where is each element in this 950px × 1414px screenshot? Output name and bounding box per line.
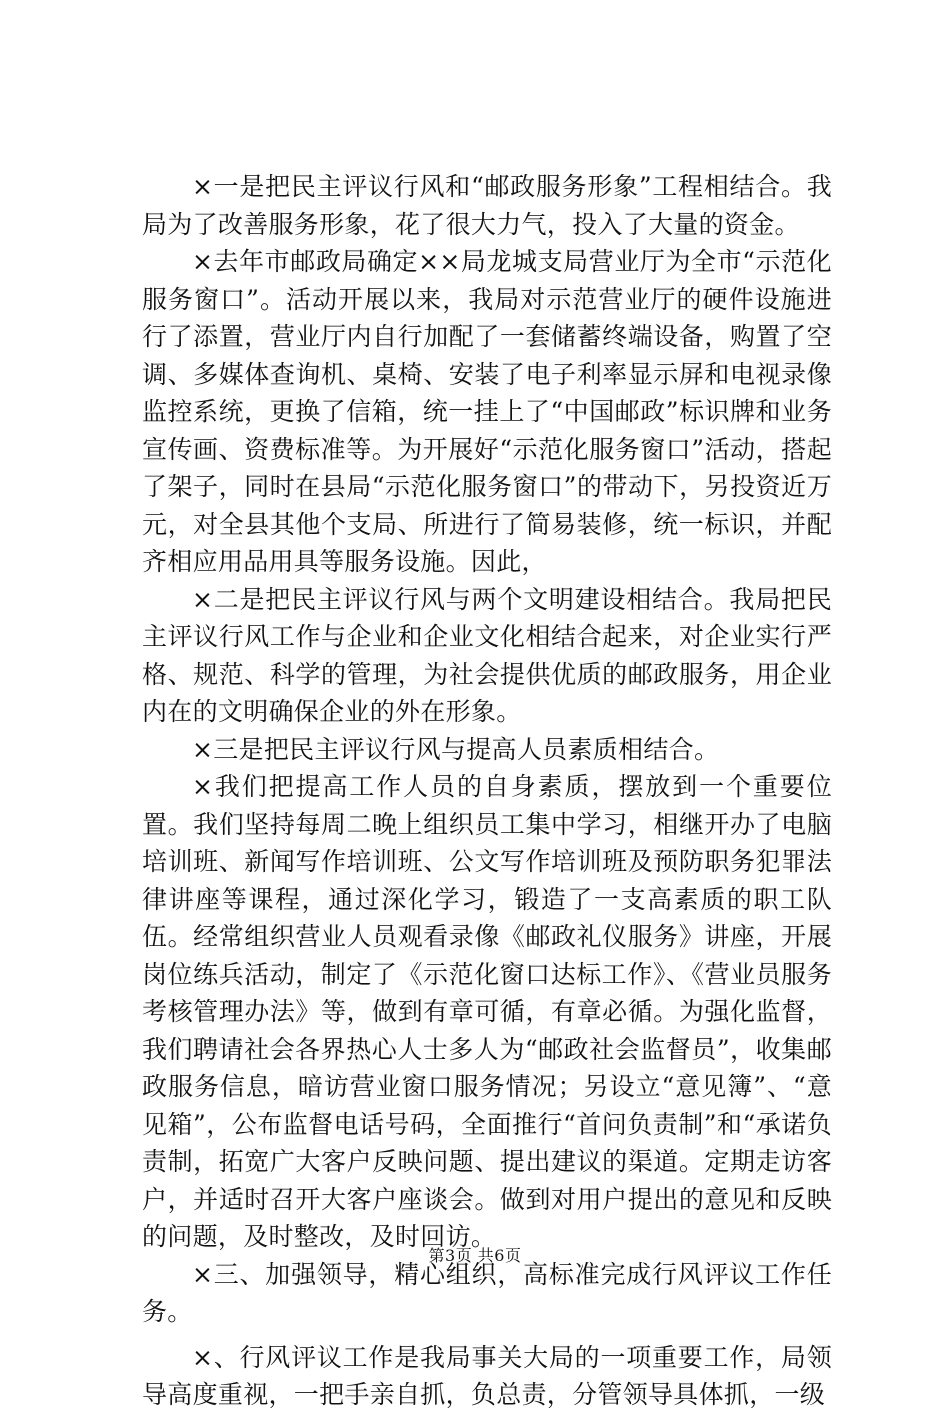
paragraph-1: ×一是把民主评议行风和“邮政服务形象”工程相结合。我局为了改善服务形象，花了很大力气，投入了大量的资金。	[142, 172, 832, 239]
paragraph-3: ×二是把民主评议行风与两个文明建设相结合。我局把民主评议行风工作与企业和企业文化相结合起来，对企业实行严格、规范、科学的管理，为社会提供优质的邮政服务，用企业内在的文明确保企业的外在形象。	[142, 584, 832, 726]
paragraph-6: ×三、加强领导，精心组织，高标准完成行风评议工作任务。	[142, 1259, 832, 1326]
paragraph-2: ×去年市邮政局确定××局龙城支局营业厅为全市“示范化服务窗口”。活动开展以来，我局对示范营业厅的硬件设施进行了添置，营业厅内自行加配了一套储蓄终端设备，购置了空调、多媒体查询机、桌椅、安装了电子利率显示屏和电视录像监控系统，更换了信箱，统一挂上了“中国邮政”标识牌和业务宣传画、资费标准等。为开展好“示范化服务窗口”活动，搭起了架子，同时在县局“示范化服务窗口”的带动下，另投资近万元，对全县其他个支局、所进行了简易装修，统一标识，并配齐相应用品用具等服务设施。因此，	[142, 247, 832, 576]
paragraph-5: ×我们把提高工作人员的自身素质，摆放到一个重要位置。我们坚持每周二晚上组织员工集中学习，相继开办了电脑培训班、新闻写作培训班、公文写作培训班及预防职务犯罪法律讲座等课程，通过深化学习，锻造了一支高素质的职工队伍。经常组织营业人员观看录像《邮政礼仪服务》讲座，开展岗位练兵活动，制定了《示范化窗口达标工作》、《营业员服务考核管理办法》等，做到有章可循，有章必循。为强化监督，我们聘请社会各界热心人士多人为“邮政社会监督员”，收集邮政服务信息，暗访营业窗口服务情况；另设立“意见簿”、“意见箱”，公布监督电话号码，全面推行“首问负责制”和“承诺负责制，拓宽广大客户反映问题、提出建议的渠道。定期走访客户，并适时召开大客户座谈会。做到对用户提出的意见和反映的问题，及时整改，及时回访。	[142, 772, 832, 1251]
paragraph-7: ×、行风评议工作是我局事关大局的一项重要工作，局领导高度重视，一把手亲自抓，负总责，分管领导具体抓，一级	[142, 1342, 832, 1409]
page-footer: 第3页 共6页	[428, 1246, 522, 1265]
paragraph-4: ×三是把民主评议行风与提高人员素质相结合。	[192, 734, 720, 764]
document-body	[142, 168, 832, 1414]
